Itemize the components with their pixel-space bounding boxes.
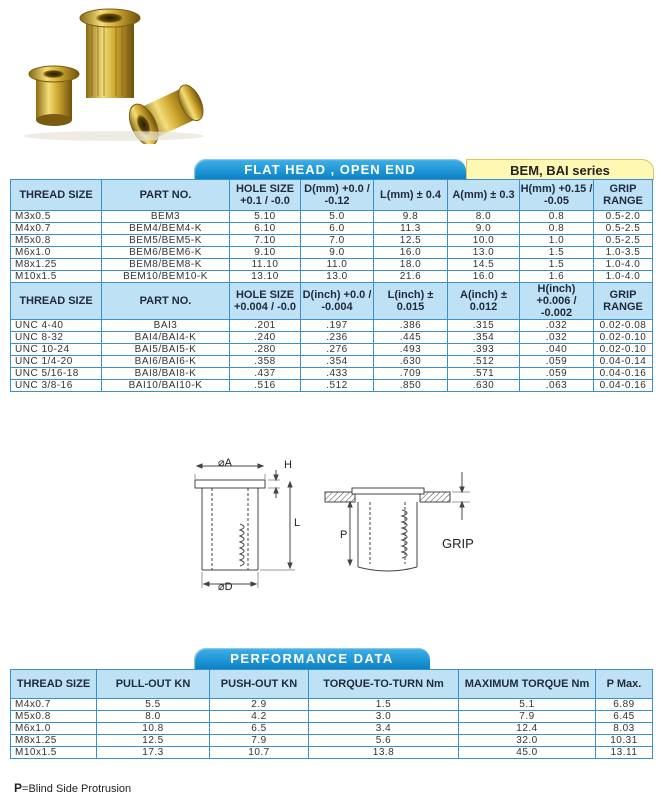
metric-header-cell: A(mm) ± 0.3 <box>448 180 520 211</box>
inch-cell: .063 <box>520 380 594 392</box>
metric-cell: BEM10/BEM10-K <box>102 271 230 283</box>
performance-cell: 6.89 <box>596 699 653 711</box>
inch-cell: UNC 10-24 <box>11 344 102 356</box>
inch-cell: .201 <box>230 320 301 332</box>
inch-cell: .493 <box>374 344 448 356</box>
inch-row <box>11 380 653 392</box>
inch-cell: .358 <box>230 356 301 368</box>
metric-row <box>11 259 653 271</box>
metric-cell: 1.5 <box>520 247 594 259</box>
metric-cell: 10.0 <box>448 235 520 247</box>
inch-header-cell: HOLE SIZE +0.004 / -0.0 <box>230 283 301 320</box>
inch-row <box>11 320 653 332</box>
metric-header-cell: HOLE SIZE +0.1 / -0.0 <box>230 180 301 211</box>
inch-cell: UNC 5/16-18 <box>11 368 102 380</box>
performance-cell: M5x0.8 <box>11 711 97 723</box>
metric-header-cell: GRIP RANGE <box>594 180 653 211</box>
metric-cell: 9.0 <box>301 247 374 259</box>
metric-cell: 0.8 <box>520 211 594 223</box>
inch-cell: .240 <box>230 332 301 344</box>
metric-cell: BEM3 <box>102 211 230 223</box>
metric-header-cell: PART NO. <box>102 180 230 211</box>
inch-cell: .709 <box>374 368 448 380</box>
inch-cell: .630 <box>374 356 448 368</box>
performance-cell: 10.31 <box>596 735 653 747</box>
metric-header-cell: THREAD SIZE <box>11 180 102 211</box>
metric-cell: 0.8 <box>520 223 594 235</box>
performance-cell: 2.9 <box>210 699 309 711</box>
metric-header-cell: L(mm) ± 0.4 <box>374 180 448 211</box>
metric-header-row <box>11 180 653 211</box>
performance-row <box>11 723 653 735</box>
metric-cell: 14.5 <box>448 259 520 271</box>
inch-header-cell: L(inch) ± 0.015 <box>374 283 448 320</box>
diagram-label-a: ⌀A <box>218 457 232 469</box>
metric-header-cell: H(mm) +0.15 / -0.05 <box>520 180 594 211</box>
performance-row <box>11 711 653 723</box>
specification-table <box>10 179 653 392</box>
inch-cell: .059 <box>520 356 594 368</box>
metric-cell: 1.6 <box>520 271 594 283</box>
metric-cell: 9.0 <box>448 223 520 235</box>
inch-cell: UNC 1/4-20 <box>11 356 102 368</box>
metric-cell: M4x0.7 <box>11 223 102 235</box>
inch-cell: .445 <box>374 332 448 344</box>
inch-cell: .280 <box>230 344 301 356</box>
metric-cell: 1.5 <box>520 259 594 271</box>
metric-cell: 0.5-2.5 <box>594 223 653 235</box>
performance-cell: M8x1.25 <box>11 735 97 747</box>
performance-cell: 7.9 <box>210 735 309 747</box>
inch-cell: 0.02-0.10 <box>594 344 653 356</box>
inch-row <box>11 344 653 356</box>
metric-row <box>11 211 653 223</box>
inch-cell: BAI4/BAI4-K <box>102 332 230 344</box>
performance-cell: 4.2 <box>210 711 309 723</box>
inch-row <box>11 356 653 368</box>
inch-cell: .032 <box>520 320 594 332</box>
inch-cell: .315 <box>448 320 520 332</box>
inch-cell: UNC 8-32 <box>11 332 102 344</box>
performance-cell: 32.0 <box>459 735 596 747</box>
metric-cell: 13.0 <box>301 271 374 283</box>
inch-cell: .433 <box>301 368 374 380</box>
performance-header-cell: PULL-OUT KN <box>97 670 210 699</box>
metric-cell: M10x1.5 <box>11 271 102 283</box>
metric-cell: 11.10 <box>230 259 301 271</box>
inch-cell: BAI3 <box>102 320 230 332</box>
performance-cell: 1.5 <box>309 699 459 711</box>
performance-cell: 5.1 <box>459 699 596 711</box>
inch-header-cell: GRIP RANGE <box>594 283 653 320</box>
metric-cell: 13.10 <box>230 271 301 283</box>
metric-cell: 1.0-4.0 <box>594 259 653 271</box>
inch-cell: .393 <box>448 344 520 356</box>
inch-header-cell: THREAD SIZE <box>11 283 102 320</box>
inch-cell: .850 <box>374 380 448 392</box>
metric-cell: 12.5 <box>374 235 448 247</box>
metric-cell: 1.0-4.0 <box>594 271 653 283</box>
performance-cell: 10.7 <box>210 747 309 759</box>
metric-cell: 1.0-3.5 <box>594 247 653 259</box>
inch-cell: BAI6/BAI6-K <box>102 356 230 368</box>
metric-cell: M3x0.5 <box>11 211 102 223</box>
performance-header-row <box>11 670 653 699</box>
series-tab: BEM, BAI series <box>466 159 654 180</box>
inch-cell: BAI10/BAI10-K <box>102 380 230 392</box>
metric-cell: 7.0 <box>301 235 374 247</box>
metric-cell: M8x1.25 <box>11 259 102 271</box>
rivet-nut-dimension-drawing <box>180 452 500 602</box>
metric-row <box>11 235 653 247</box>
diagram-label-h: H <box>284 459 292 471</box>
inch-cell: UNC 4-40 <box>11 320 102 332</box>
inch-cell: 0.02-0.08 <box>594 320 653 332</box>
inch-cell: .236 <box>301 332 374 344</box>
performance-cell: M6x1.0 <box>11 723 97 735</box>
metric-cell: 16.0 <box>448 271 520 283</box>
performance-cell: 12.4 <box>459 723 596 735</box>
metric-cell: M5x0.8 <box>11 235 102 247</box>
metric-cell: M6x1.0 <box>11 247 102 259</box>
diagram-label-l: L <box>294 517 301 529</box>
metric-row <box>11 223 653 235</box>
metric-cell: 0.5-2.0 <box>594 211 653 223</box>
footnote-text: =Blind Side Protrusion <box>22 783 132 795</box>
performance-cell: 45.0 <box>459 747 596 759</box>
inch-cell: .040 <box>520 344 594 356</box>
diagram-label-grip: GRIP <box>442 536 474 551</box>
metric-cell: 1.0 <box>520 235 594 247</box>
metric-cell: 11.0 <box>301 259 374 271</box>
inch-cell: .197 <box>301 320 374 332</box>
performance-cell: 5.6 <box>309 735 459 747</box>
metric-cell: 18.0 <box>374 259 448 271</box>
performance-header-cell: TORQUE-TO-TURN Nm <box>309 670 459 699</box>
inch-cell: .276 <box>301 344 374 356</box>
inch-cell: .512 <box>448 356 520 368</box>
flat-head-tab: FLAT HEAD , OPEN END <box>194 159 466 179</box>
inch-header-cell: A(inch) ± 0.012 <box>448 283 520 320</box>
performance-cell: 7.9 <box>459 711 596 723</box>
performance-cell: 5.5 <box>97 699 210 711</box>
metric-header-cell: D(mm) +0.0 / -0.12 <box>301 180 374 211</box>
inch-cell: .354 <box>448 332 520 344</box>
inch-cell: .512 <box>301 380 374 392</box>
metric-cell: 5.10 <box>230 211 301 223</box>
inch-cell: .386 <box>374 320 448 332</box>
inch-cell: 0.02-0.10 <box>594 332 653 344</box>
performance-cell: 6.45 <box>596 711 653 723</box>
performance-cell: 13.8 <box>309 747 459 759</box>
performance-tab: PERFORMANCE DATA <box>194 648 430 669</box>
performance-cell: 12.5 <box>97 735 210 747</box>
metric-cell: 6.10 <box>230 223 301 235</box>
inch-cell: BAI5/BAI5-K <box>102 344 230 356</box>
metric-cell: BEM5/BEM5-K <box>102 235 230 247</box>
metric-cell: 9.10 <box>230 247 301 259</box>
metric-cell: 7.10 <box>230 235 301 247</box>
performance-table <box>10 669 653 759</box>
metric-row <box>11 271 653 283</box>
inch-cell: UNC 3/8-16 <box>11 380 102 392</box>
inch-cell: .354 <box>301 356 374 368</box>
inch-row <box>11 368 653 380</box>
performance-cell: 3.4 <box>309 723 459 735</box>
footnote <box>14 781 131 795</box>
metric-cell: 8.0 <box>448 211 520 223</box>
inch-cell: 0.04-0.14 <box>594 356 653 368</box>
metric-cell: BEM6/BEM6-K <box>102 247 230 259</box>
metric-cell: 21.6 <box>374 271 448 283</box>
performance-cell: 6.5 <box>210 723 309 735</box>
inch-header-cell: H(inch) +0.006 / -0.002 <box>520 283 594 320</box>
metric-cell: 9.8 <box>374 211 448 223</box>
rivet-nut-product-photo <box>14 4 214 144</box>
performance-cell: 3.0 <box>309 711 459 723</box>
metric-cell: 5.0 <box>301 211 374 223</box>
diagram-label-p: P <box>340 529 348 541</box>
performance-row <box>11 735 653 747</box>
inch-row <box>11 332 653 344</box>
inch-header-cell: D(inch) +0.0 / -0.004 <box>301 283 374 320</box>
performance-cell: M10x1.5 <box>11 747 97 759</box>
metric-cell: BEM4/BEM4-K <box>102 223 230 235</box>
performance-row <box>11 699 653 711</box>
performance-header-cell: THREAD SIZE <box>11 670 97 699</box>
performance-cell: 13.11 <box>596 747 653 759</box>
inch-header-row <box>11 283 653 320</box>
inch-cell: 0.04-0.16 <box>594 368 653 380</box>
inch-cell: .032 <box>520 332 594 344</box>
inch-cell: .630 <box>448 380 520 392</box>
inch-cell: 0.04-0.16 <box>594 380 653 392</box>
metric-row <box>11 247 653 259</box>
inch-cell: .571 <box>448 368 520 380</box>
metric-cell: BEM8/BEM8-K <box>102 259 230 271</box>
footnote-key: P <box>14 781 23 795</box>
inch-cell: BAI8/BAI8-K <box>102 368 230 380</box>
metric-cell: 6.0 <box>301 223 374 235</box>
performance-cell: 10.8 <box>97 723 210 735</box>
metric-cell: 13.0 <box>448 247 520 259</box>
performance-row <box>11 747 653 759</box>
inch-header-cell: PART NO. <box>102 283 230 320</box>
metric-cell: 11.3 <box>374 223 448 235</box>
performance-cell: M4x0.7 <box>11 699 97 711</box>
metric-cell: 16.0 <box>374 247 448 259</box>
performance-header-cell: MAXIMUM TORQUE Nm <box>459 670 596 699</box>
diagram-label-d: ⌀D <box>218 581 233 593</box>
inch-cell: .516 <box>230 380 301 392</box>
inch-cell: .059 <box>520 368 594 380</box>
performance-cell: 8.0 <box>97 711 210 723</box>
performance-header-cell: PUSH-OUT KN <box>210 670 309 699</box>
performance-header-cell: P Max. <box>596 670 653 699</box>
performance-cell: 8.03 <box>596 723 653 735</box>
metric-cell: 0.5-2.5 <box>594 235 653 247</box>
inch-cell: .437 <box>230 368 301 380</box>
performance-cell: 17.3 <box>97 747 210 759</box>
